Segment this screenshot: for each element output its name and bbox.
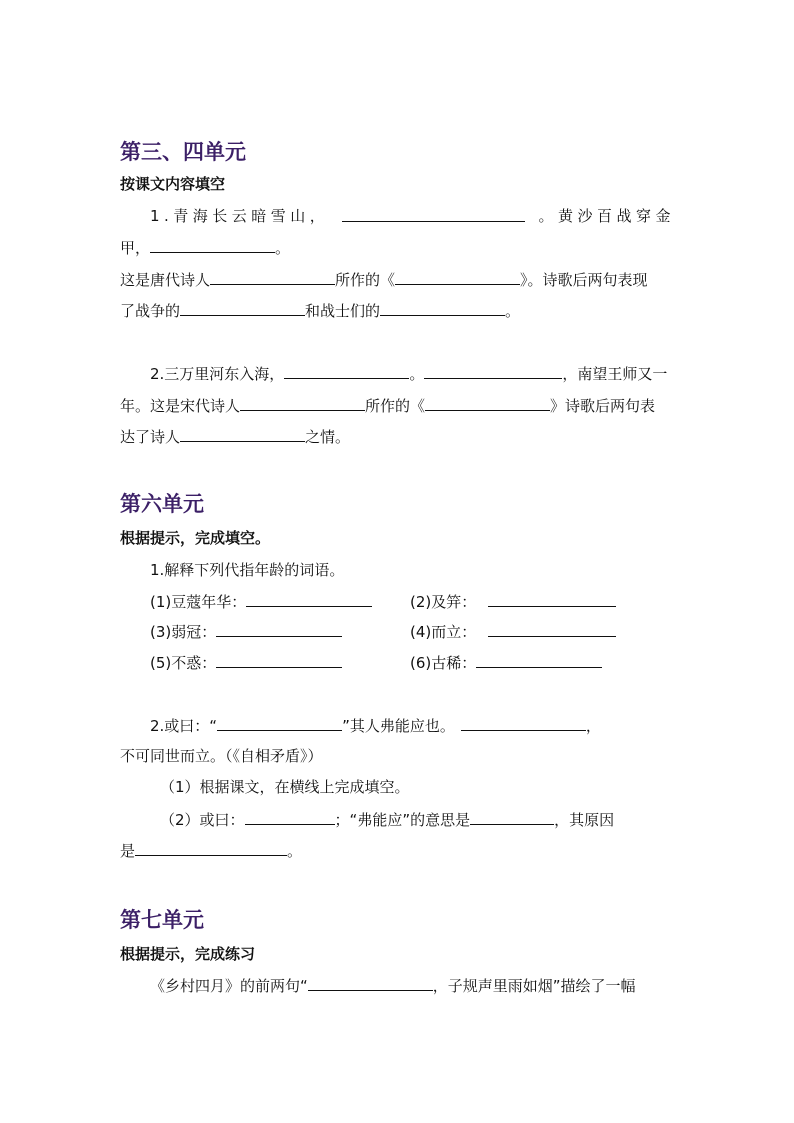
age-item-2: (2)及笄： <box>410 590 670 613</box>
poem1-line4: 了战争的 和战士们的 。 <box>120 299 675 322</box>
age-item-1: (1)豆蔻年华： <box>150 590 705 613</box>
answer-blank[interactable] <box>488 590 616 607</box>
answer-blank[interactable] <box>461 714 586 731</box>
age-item-3: (3)弱冠： <box>150 620 705 643</box>
answer-blank[interactable] <box>217 714 342 731</box>
answer-blank[interactable] <box>308 974 433 991</box>
section-subheading-7: 根据提示，完成练习 <box>120 945 256 963</box>
answer-blank[interactable] <box>150 236 275 253</box>
answer-blank[interactable] <box>342 205 525 222</box>
contradiction-line1: 2.或曰：“ ”其人弗能应也。 ， <box>150 714 675 737</box>
poem2-line3: 达了诗人 之情。 <box>120 425 675 448</box>
answer-blank[interactable] <box>216 620 342 637</box>
answer-blank[interactable] <box>180 299 305 316</box>
answer-blank[interactable] <box>246 590 372 607</box>
age-question-title: 1.解释下列代指年龄的词语。 <box>150 561 345 579</box>
contradiction-line2: 不可同世而立。（《自相矛盾》） <box>120 747 323 765</box>
answer-blank[interactable] <box>380 299 505 316</box>
poem1-line3: 这是唐代诗人 所作的《 》。诗歌后两句表现 <box>120 268 675 291</box>
answer-blank[interactable] <box>135 839 287 856</box>
poem2-line1: 2.三万里河东入海， 。 ，南望王师又一 <box>150 362 675 385</box>
answer-blank[interactable] <box>488 620 616 637</box>
age-item-5: (5)不惑： <box>150 651 705 674</box>
answer-blank[interactable] <box>180 425 305 442</box>
poem1-line1: 1.青海长云暗雪山， 。黄沙百战穿金 <box>150 207 675 225</box>
rural-april-line1: 《乡村四月》的前两句“ ，子规声里雨如烟”描绘了一幅 <box>150 974 675 997</box>
contradiction-sub1: （1）根据课文，在横线上完成填空。 <box>160 778 410 796</box>
section-subheading-3-4: 按课文内容填空 <box>120 175 226 193</box>
answer-blank[interactable] <box>284 362 409 379</box>
answer-blank[interactable] <box>425 394 550 411</box>
answer-blank[interactable] <box>470 808 554 825</box>
answer-blank[interactable] <box>424 362 562 379</box>
section-heading-7: 第七单元 <box>120 907 204 932</box>
answer-blank[interactable] <box>210 268 335 285</box>
answer-blank[interactable] <box>240 394 365 411</box>
answer-blank[interactable] <box>216 651 342 668</box>
section-heading-3-4: 第三、四单元 <box>120 139 246 164</box>
age-item-6: (6)古稀： <box>410 651 670 674</box>
contradiction-sub2: （2）或曰： ；“弗能应”的意思是 ，其原因 <box>160 808 675 831</box>
answer-blank[interactable] <box>245 808 335 825</box>
poem1-line2: 甲， 。 <box>120 236 675 259</box>
poem2-line2: 年。这是宋代诗人 所作的《 》诗歌后两句表 <box>120 394 675 417</box>
age-item-4: (4)而立： <box>410 620 670 643</box>
contradiction-sub3: 是 。 <box>120 839 675 862</box>
section-heading-6: 第六单元 <box>120 491 204 516</box>
section-subheading-6: 根据提示，完成填空。 <box>120 529 271 547</box>
answer-blank[interactable] <box>395 268 520 285</box>
answer-blank[interactable] <box>476 651 602 668</box>
